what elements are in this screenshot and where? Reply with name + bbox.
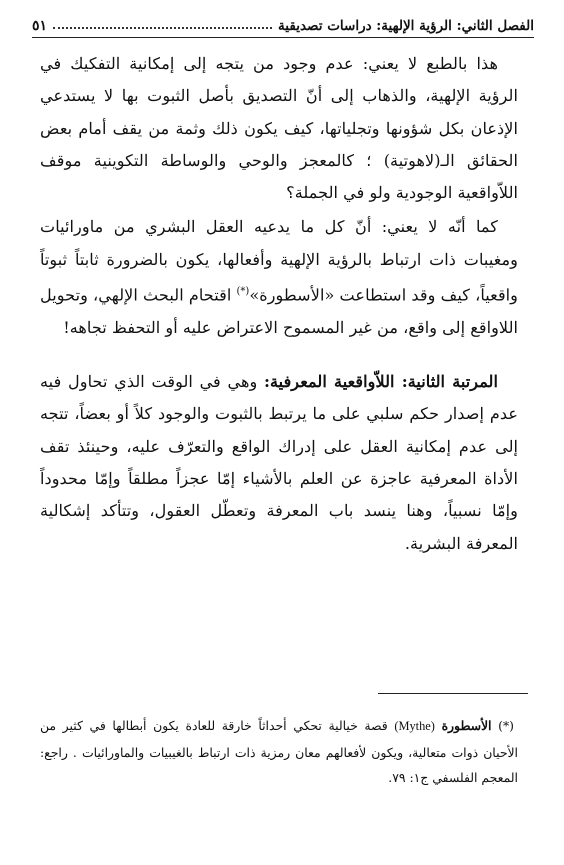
footnote-rule <box>378 693 528 694</box>
paragraph-2 <box>40 211 518 344</box>
chapter-title: الفصل الثاني: الرؤية الإلهية: دراسات تصديقية <box>278 18 534 34</box>
paragraph-1: هذا بالطبع لا يعني: عدم وجود من يتجه إلى إمكانية التفكيك في الرؤية الإلهية، والذهاب إلى أنّ التصديق بأصل الثبوت بها لا يستدعي الإذعان بكل شؤونها وتجلياتها، كيف يكون ذلك وثمة من يقف أمام بعض الحقائق الـ(لاهوتية) ؛ كالمعجز والوحي والوساطة التكوينية موقف اللاّواقعية الوجودية ولو في الجملة؟ <box>40 54 518 203</box>
section-heading: المرتبة الثانية: اللاّواقعية المعرفية: <box>264 372 498 392</box>
footnote-latin-term: (Mythe) <box>394 719 435 733</box>
main-text <box>40 48 518 560</box>
paragraph-3 <box>40 366 518 560</box>
footnote-reference-mark: (*) <box>236 286 250 298</box>
header-rule <box>32 37 534 38</box>
running-header <box>32 8 534 34</box>
footnote-term: الأسطورة <box>441 718 492 733</box>
footnote-text: قصة خيالية تحكي أحداثاً خارقة للعادة يكون أبطالها في كثير من الأحيان ذوات متعالية، ويكون لأفعالهم معان رمزية ذات ارتباط بالغيبيات والماورائيات . راجع: المعجم الفلسفي ج١: ٧٩. <box>40 718 518 785</box>
footnote-paragraph <box>40 713 518 791</box>
footnote <box>40 713 518 791</box>
header-dot-leader <box>53 27 272 29</box>
paragraph-2-text-start: كما أنّه لا يعني: أنّ كل ما يدعيه العقل البشري من ماورائيات ومغيبات ذات ارتباط بالرؤية الإلهية وأفعالها، يكون بالضرورة ثابتاً ثبوتاً واقعياً، كيف وقد استطاعت «الأسطورة» <box>40 217 518 305</box>
footnote-mark: (*) <box>498 718 514 733</box>
paragraph-3-text: وهي في الوقت الذي تحاول فيه عدم إصدار حكم سلبي على ما يرتبط بالثبوت والوجود كلاً أو بعضاً، تتجه إلى عدم إمكانية العقل على إدراك الواقع والتعرّف عليه، وحينئذ تقف الأداة المعرفية عاجزة عن العلم بالأشياء إمّا عجزاً مطلقاً وإمّا محدوداً وإمّا نسبياً، وهنا ينسد باب المعرفة وتعطّل العقول، وتتأكد إشكالية المعرفة البشرية. <box>40 372 518 553</box>
paragraph-2-text-end: اقتحام البحث الإلهي، وتحويل اللاواقع إلى واقع، من غير المسموح الاعتراض عليه أو التحفظ تجاهه! <box>40 285 518 337</box>
page-number: ٥١ <box>32 18 48 34</box>
